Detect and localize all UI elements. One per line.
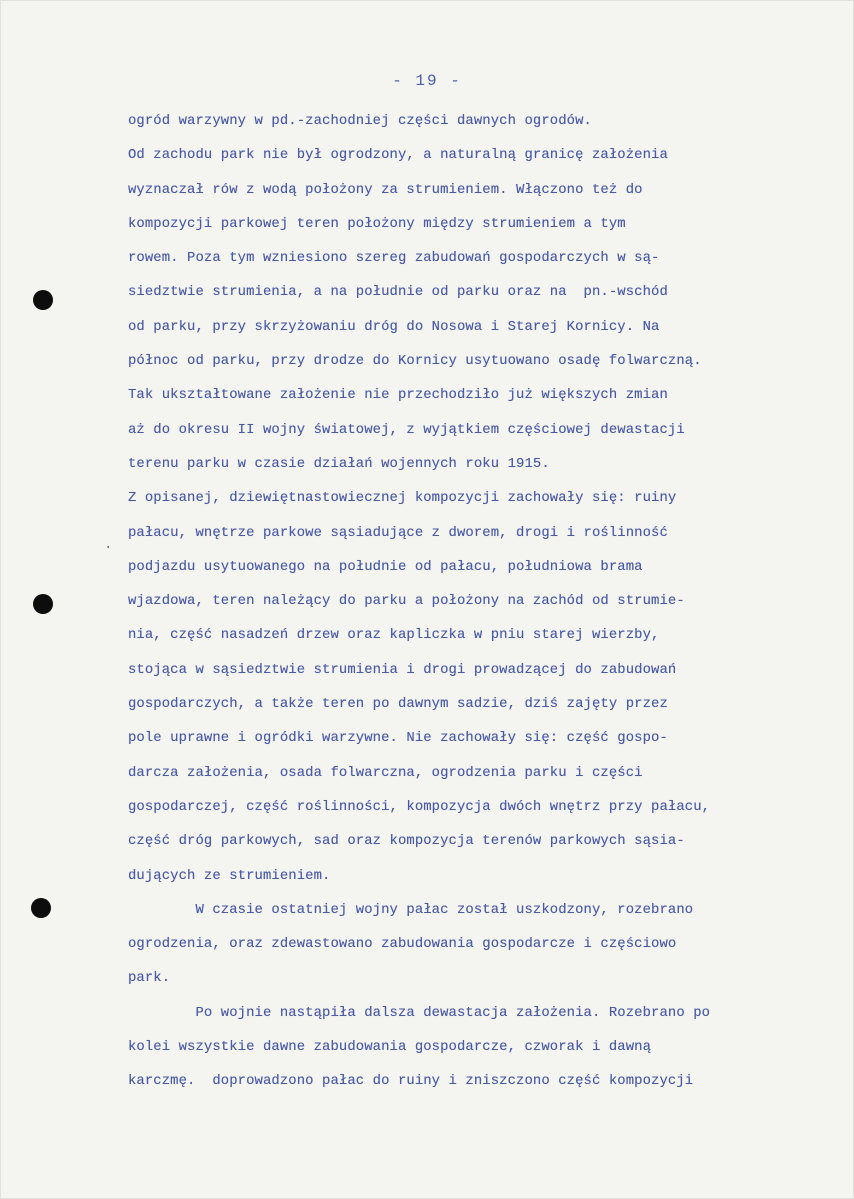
text-line: gospodarczych, a także teren po dawnym sadzie, dziś zajęty przez (128, 696, 668, 713)
text-line: terenu parku w czasie działań wojennych roku 1915. (128, 455, 550, 472)
text-line: pałacu, wnętrze parkowe sąsiadujące z dworem, drogi i roślinność (128, 524, 668, 541)
text-line: kompozycji parkowej teren położony między strumieniem a tym (128, 215, 626, 232)
text-line: Od zachodu park nie był ogrodzony, a naturalną granicę założenia (128, 147, 668, 164)
text-line: rowem. Poza tym wzniesiono szereg zabudowań gospodarczych w są- (128, 250, 660, 267)
punch-hole-middle (33, 594, 53, 614)
text-line: stojąca w sąsiedztwie strumienia i drogi prowadzącej do zabudowań (128, 661, 677, 678)
text-line: część dróg parkowych, sad oraz kompozycja terenów parkowych sąsia- (128, 833, 685, 850)
text-line: park. (128, 970, 171, 987)
body-text (128, 104, 838, 1099)
text-line: Po wojnie nastąpiła dalsza dewastacja założenia. Rozebrano po (128, 1004, 711, 1021)
text-line: darcza założenia, osada folwarczna, ogrodzenia parku i części (128, 764, 643, 781)
text-line: podjazdu usytuowanego na południe od pałacu, południowa brama (128, 558, 643, 575)
text-line: północ od parku, przy drodze do Kornicy usytuowano osadę folwarczną. (128, 353, 702, 370)
text-line: wyznaczał rów z wodą położony za strumieniem. Włączono też do (128, 181, 643, 198)
text-line: karczmę. doprowadzono pałac do ruiny i zniszczono część kompozycji (128, 1073, 694, 1090)
text-line: od parku, przy skrzyżowaniu dróg do Nosowa i Starej Kornicy. Na (128, 318, 660, 335)
margin-mark-icon: · (104, 540, 113, 556)
text-line: siedztwie strumienia, a na południe od parku oraz na pn.-wschód (128, 284, 668, 301)
text-line: gospodarczej, część roślinności, kompozycja dwóch wnętrz przy pałacu, (128, 798, 711, 815)
punch-hole-bottom (31, 898, 51, 918)
text-line: nia, część nasadzeń drzew oraz kapliczka w pniu starej wierzby, (128, 627, 660, 644)
text-line: Tak ukształtowane założenie nie przechodziło już większych zmian (128, 387, 668, 404)
text-line: ogrodzenia, oraz zdewastowano zabudowania gospodarcze i częściowo (128, 936, 677, 953)
text-line: W czasie ostatniej wojny pałac został uszkodzony, rozebrano (128, 901, 694, 918)
punch-hole-top (33, 290, 53, 310)
text-line: wjazdowa, teren należący do parku a położony na zachód od strumie- (128, 593, 685, 610)
text-line: dujących ze strumieniem. (128, 867, 331, 884)
page-number: - 19 - (392, 72, 462, 90)
text-line: Z opisanej, dziewiętnastowiecznej kompozycji zachowały się: ruiny (128, 490, 677, 507)
text-line: aż do okresu II wojny światowej, z wyjątkiem częściowej dewastacji (128, 421, 685, 438)
text-line: pole uprawne i ogródki warzywne. Nie zachowały się: część gospo- (128, 730, 668, 747)
text-line: kolei wszystkie dawne zabudowania gospodarcze, czworak i dawną (128, 1039, 652, 1056)
text-line: ogród warzywny w pd.-zachodniej części dawnych ogrodów. (128, 113, 592, 129)
